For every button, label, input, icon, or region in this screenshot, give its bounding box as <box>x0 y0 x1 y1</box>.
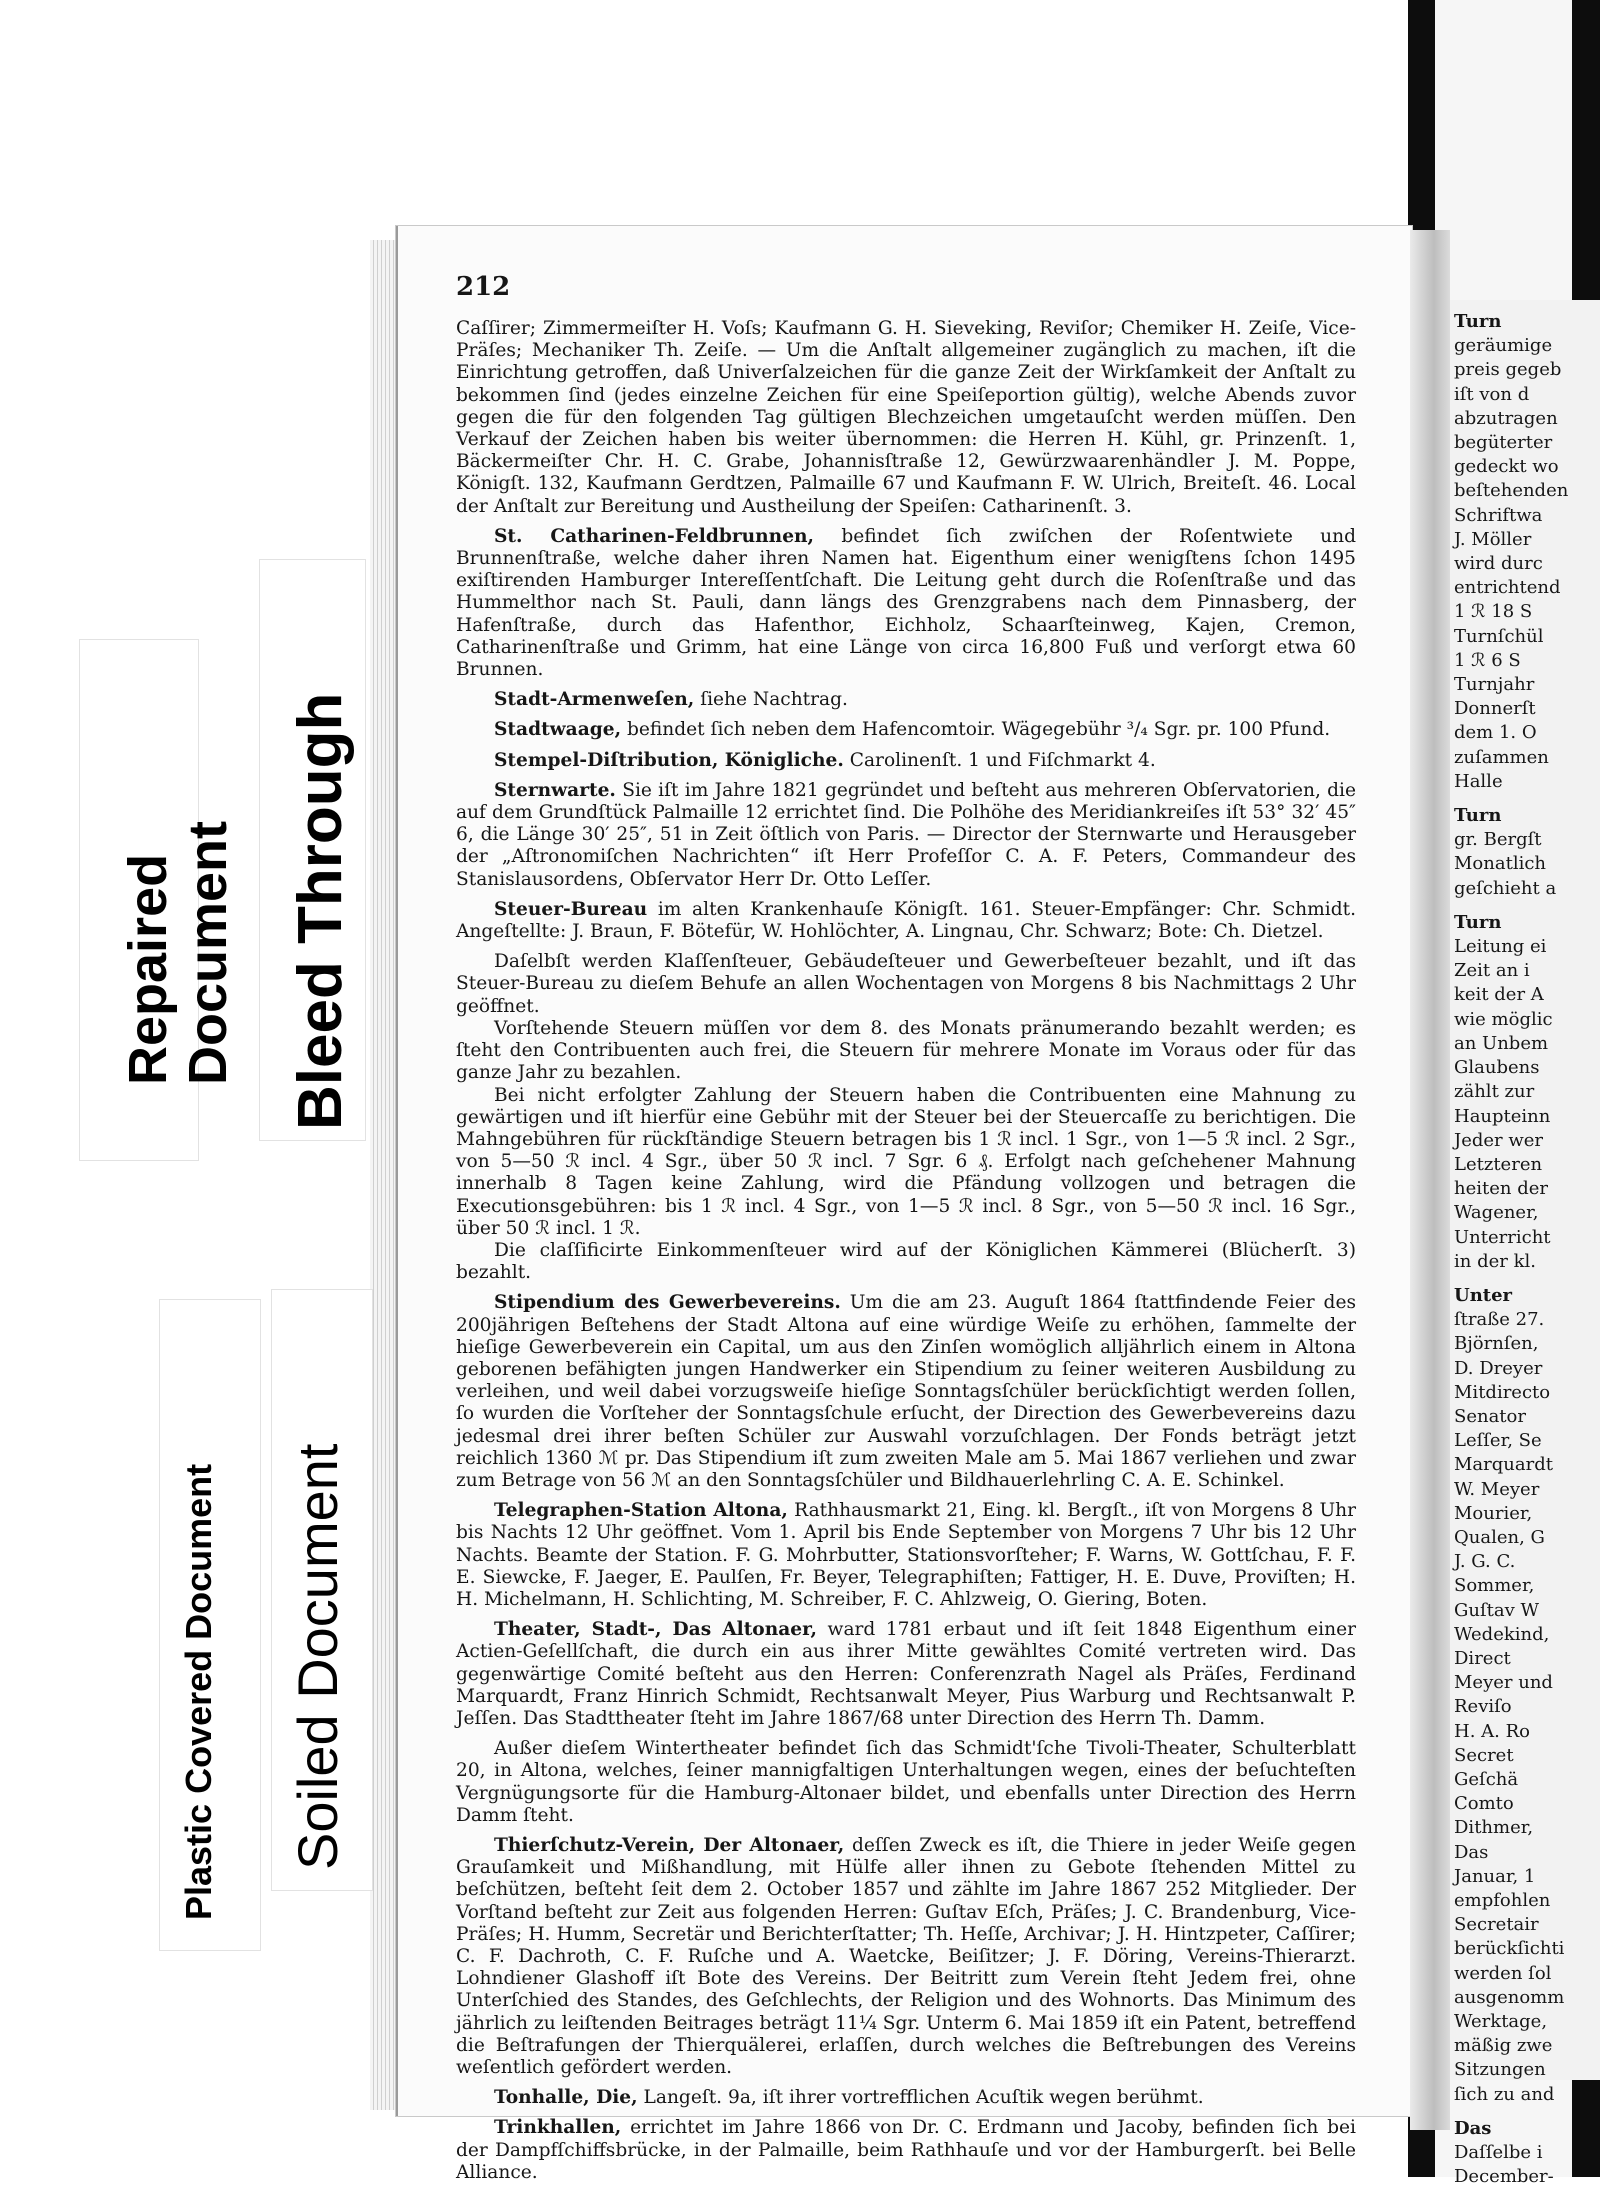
entry-paragraph <box>456 689 1356 711</box>
soiled-document-label: Soiled Document <box>286 1443 349 1870</box>
entry-text: befindet ſich zwiſchen der Roſentwiete und Brunnenſtraße, welche daher ihren Namen hat. Eigenthum einer wenigſtens ſchon 1495 exiſtirenden Hamburger Intereſſentſchaft. Die Leitung geht durch die Roſenſtraße und das Hummelthor nach St. Pauli, dann längs des Grenzgrabens nach dem Pinnasberg, der Hafenſtraße, durch das Hafenthor, Eichholz, Schaarſteinweg, Kajen, Cremon, Catharinenſtraße und Grimm, hat eine Länge von circa 16,800 Fuß und verſorgt etwa 60 Brunnen. <box>456 525 1356 681</box>
facing-page-line: werden ſol <box>1454 1962 1552 1984</box>
facing-page-line: 1 ℛ 6 S <box>1454 649 1521 671</box>
entry-paragraph <box>456 1500 1356 1611</box>
facing-page-line: Zeit an i <box>1454 960 1530 982</box>
facing-page-line: entrichtend <box>1454 577 1561 599</box>
facing-page-line: Mitdirecto <box>1454 1381 1551 1403</box>
facing-page-line: Secretair <box>1454 1914 1539 1936</box>
entry-heading: Stadt-Armenweſen, <box>494 689 695 711</box>
facing-page-line: Haupteinn <box>1454 1105 1551 1127</box>
facing-page-line: gr. Bergſt <box>1454 829 1542 851</box>
facing-page-line: J. Möller <box>1454 528 1532 550</box>
entry-paragraph <box>456 719 1356 741</box>
entry-text: Caſſirer; Zimmermeiſter H. Voſs; Kaufmann G. H. Sieveking, Reviſor; Chemiker H. Zeiſe, Vice-Präſes; Mechaniker Th. Zeiſe. — Um die Anſtalt allgemeiner zugänglich zu machen, iſt die Einrichtung getroffen, daß Univerſalzeichen für die ganze Zeit der Wirkſamkeit der Anſtalt zu bekommen ſind (jedes einzelne Zeichen für eine Speiſeportion gültig), welche Abends zuvor gegen die für den folgenden Tag gültigen Blechzeichen umgetauſcht werden müſſen. Den Verkauf der Zeichen haben bis weiter übernommen: die Herren H. Kühl, gr. Prinzenſt. 1, Bäckermeiſter Chr. H. C. Grabe, Johannisſtraße 12, Gewürzwaarenhändler J. M. Poppe, Königſt. 132, Kaufmann Gerdtzen, Palmaille 67 und Kaufmann F. W. Ulrich, Breiteſt. 46. Local der Anſtalt zur Bereitung und Austheilung der Speiſen: Catharinenſt. 3. <box>456 318 1356 517</box>
book-gutter <box>1410 230 1450 2130</box>
facing-page-line: Donnerſt <box>1454 698 1536 720</box>
facing-page-line: Qualen, G <box>1454 1526 1545 1548</box>
entry-paragraph <box>456 526 1356 681</box>
facing-page-line: preis gegeb <box>1454 359 1562 381</box>
facing-page-line: Halle <box>1454 770 1503 792</box>
entry-heading: Stipendium des Gewerbevereins. <box>494 1292 841 1314</box>
entry-paragraph <box>456 318 1356 518</box>
entry-paragraph <box>456 899 1356 943</box>
page-body <box>456 318 1356 2192</box>
facing-page-line: Reviſo <box>1454 1696 1512 1718</box>
facing-page-line: geſchieht a <box>1454 877 1557 899</box>
facing-page-line: ſich zu and <box>1454 2083 1555 2105</box>
facing-page-line: Björnſen, <box>1454 1333 1539 1355</box>
facing-page-line: ſtraße 27. <box>1454 1309 1545 1331</box>
facing-page-line: Mourier, <box>1454 1502 1533 1524</box>
facing-page <box>1448 300 1600 2188</box>
entry-subparagraph: Bei nicht erfolgter Zahlung der Steuern haben die Contribuenten eine Mahnung zu gewärtigen und iſt hierfür eine Gebühr mit der Steuer bei der Steuercaſſe zu berichtigen. Die Mahngebühren für rückſtändige Steuern betragen bis 1 ℛ incl. 1 Sgr., von 1—5 ℛ incl. 2 Sgr., von 5—50 ℛ incl. 4 Sgr., über 50 ℛ incl. 7 Sgr. 6 ₰. Erfolgt nach geſchehener Mahnung innerhalb 8 Tagen keine Zahlung, wird die Pfändung vollzogen und betragen die Executionsgebühren: bis 1 ℛ incl. 4 Sgr., von 1—5 ℛ incl. 8 Sgr., von 5—50 ℛ incl. 16 Sgr., über 50 ℛ incl. 1 ℛ. <box>456 1084 1356 1239</box>
facing-page-line: zählt zur <box>1454 1081 1535 1103</box>
facing-page-line: Meyer und <box>1454 1672 1553 1694</box>
facing-page-line: Leitung ei <box>1454 936 1547 958</box>
entry-heading: Thierſchutz-Verein, Der Altonaer, <box>494 1835 845 1856</box>
book-page <box>396 226 1412 2183</box>
facing-page-line: an Unbem <box>1454 1032 1549 1054</box>
facing-page-line: Direct <box>1454 1647 1511 1669</box>
facing-page-line: gedeckt wo <box>1454 456 1559 478</box>
repaired-document-label: Repaired Document <box>118 820 238 1085</box>
facing-page-line: Januar, 1 <box>1454 1865 1536 1887</box>
entry-heading: Telegraphen-Station Altona, <box>494 1500 788 1522</box>
entry-text: ſiehe Nachtrag. <box>700 689 848 711</box>
facing-page-line: heiten der <box>1454 1178 1548 1200</box>
facing-page-line: Unterricht <box>1454 1226 1551 1248</box>
facing-page-line: mäßig zwe <box>1454 2035 1553 2057</box>
entry-paragraph <box>456 1292 1356 1492</box>
entry-heading: Stadtwaage, <box>494 719 622 741</box>
entry-text: Carolinenſt. 1 und Fiſchmarkt 4. <box>849 749 1156 771</box>
facing-page-line: iſt von d <box>1454 383 1530 405</box>
entry-paragraph <box>456 2117 1356 2184</box>
facing-page-line: Wagener, <box>1454 1202 1539 1224</box>
entry-text: errichtet im Jahre 1866 von Dr. C. Erdmann und Jacoby, befinden ſich bei der Dampfſchiffsbrücke, in der Palmaille, beim Rathhauſe und vor der Hamburgerſt. bei Belle Alliance. <box>456 2117 1356 2183</box>
facing-page-line: wird durc <box>1454 553 1543 575</box>
facing-page-line: zuſammen <box>1454 746 1549 768</box>
facing-page-line: geräumige <box>1454 335 1553 357</box>
facing-page-line: Geſchä <box>1454 1768 1519 1790</box>
facing-page-line: Turnjahr <box>1454 674 1535 696</box>
facing-page-line: berückſichti <box>1454 1938 1565 1960</box>
facing-page-line: empfohlen <box>1454 1890 1551 1911</box>
facing-page-line: Monatlich <box>1454 853 1547 875</box>
facing-page-line: abzutragen <box>1454 407 1558 429</box>
facing-page-line: Turn <box>1454 311 1502 332</box>
facing-page-line: Dithmer, <box>1454 1817 1534 1839</box>
facing-page-line: beſtehenden <box>1454 480 1569 502</box>
facing-page-line: H. A. Ro <box>1454 1720 1530 1742</box>
facing-page-line: December- <box>1454 2166 1554 2188</box>
entry-subparagraph: Vorſtehende Steuern müſſen vor dem 8. des Monats pränumerando bezahlt werden; es ſteht den Contribuenten auch frei, die Steuern für mehrere Monate im Voraus oder für das ganze Jahr zu bezahlen. <box>456 1017 1356 1084</box>
entry-paragraph <box>456 1619 1356 1730</box>
facing-page-line: dem 1. O <box>1454 722 1537 744</box>
entry-paragraph <box>456 750 1356 772</box>
facing-page-line: J. G. C. <box>1454 1551 1516 1573</box>
facing-page-line: Werktage, <box>1454 2011 1548 2033</box>
facing-page-line: Jeder wer <box>1454 1129 1544 1151</box>
entry-subparagraph: Die claſſificirte Einkommenſteuer wird auf der Königlichen Kämmerei (Blücherſt. 3) bezahlt. <box>456 1239 1356 1284</box>
entry-heading: Tonhalle, Die, <box>494 2087 638 2109</box>
entry-text: Um die am 23. Auguſt 1864 ſtattfindende Feier des 200jährigen Beſtehens der Stadt Altona auf eine würdige Weiſe zu erhöhen, ſammelte der hieſige Gewerbeverein ein Capital, um aus den Zinſen womöglich alljährlich einem in Altona geborenen befähigten jungen Handwerker ein Stipendium zu ſeiner weiteren Ausbildung zu verleihen, und weil dabei vorzugsweiſe hieſige Sonntagsſchüler berückſichtigt werden ſollen, ſo wurden die Vorſteher der Sonntagsſchule erſucht, der Direction des Gewerbevereins dazu jedesmal drei ihrer beſten Schüler zur Auswahl vorzuſchlagen. Der Fonds beträgt jetzt reichlich 1360 ℳ pr. Das Stipendium iſt zum zweiten Male am 5. Mai 1867 verliehen und zwar zum Betrage von 56 ℳ an den Sonntagsſchüler und Bildhauerlehrling C. A. E. Schinkel. <box>456 1292 1356 1491</box>
facing-page-line: Letzteren <box>1454 1153 1543 1175</box>
facing-page-line: Daſſelbe i <box>1454 2142 1543 2164</box>
entry-subparagraph: Daſelbſt werden Klaſſenſteuer, Gebäudeſteuer und Gewerbeſteuer bezahlt, und iſt das Steuer-Bureau zu dieſem Behufe an allen Wochentagen von Morgens 8 bis Nachmittags 2 Uhr geöffnet. <box>456 951 1356 1017</box>
facing-page-line: Unter <box>1454 1284 1513 1306</box>
entry-text: befindet ſich neben dem Hafencomtoir. Wägegebühr ³/₄ Sgr. pr. 100 Pfund. <box>626 719 1331 741</box>
facing-page-line: Marquardt <box>1454 1454 1553 1476</box>
facing-page-line: D. Dreyer <box>1454 1357 1543 1379</box>
facing-page-line: Turnſchül <box>1454 625 1544 647</box>
facing-page-line: keit der A <box>1454 984 1544 1006</box>
facing-page-line: 1 ℛ 18 S <box>1454 601 1533 623</box>
entry-heading: Stempel-Diſtribution, Königliche. <box>494 749 844 771</box>
bleed-through-label: Bleed Through <box>286 692 355 1130</box>
entry-heading: Theater, Stadt-, Das Altonaer, <box>494 1619 818 1641</box>
facing-page-line: Schriftwa <box>1454 504 1543 526</box>
facing-page-line: begüterter <box>1454 432 1553 454</box>
facing-page-line: Leſſer, Se <box>1454 1430 1542 1452</box>
entry-text: Langeſt. 9a, iſt ihrer vortrefflichen Acuſtik wegen berühmt. <box>643 2087 1204 2109</box>
entry-paragraph <box>456 1835 1356 2079</box>
entry-text: im alten Krankenhauſe Königſt. 161. Steuer-Empfänger: Chr. Schmidt. Angeſtellte: J. Braun, F. Bötefür, W. Hohlöchter, A. Lingnau, Chr. Schwarz; Bote: Ch. Dietzel. <box>456 898 1356 943</box>
facing-page-line: Senator <box>1454 1405 1526 1427</box>
entry-text: ward 1781 erbaut und iſt ſeit 1848 Eigenthum einer Actien-Geſellſchaft, die durch ein aus ihrer Mitte gewähltes Comité vertreten wird. Das gegenwärtige Comité beſteht aus den Herren: Conferenzrath Nagel als Präſes, Ferdinand Marquardt, Franz Hinrich Schmidt, Rechtsanwalt Meyer, Pius Warburg und Rechtsanwalt P. Jeſſen. Das Stadttheater ſteht im Jahre 1867/68 unter Direction des Herrn Th. Damm. <box>456 1619 1356 1729</box>
facing-page-line: Comto <box>1454 1793 1514 1815</box>
facing-page-line: in der kl. <box>1454 1250 1536 1272</box>
facing-page-line: ausgenomm <box>1454 1986 1565 2008</box>
facing-page-line: Das <box>1454 2117 1492 2139</box>
facing-page-line: Turn <box>1454 805 1502 827</box>
entry-paragraph <box>456 2087 1356 2109</box>
entry-heading: Steuer-Bureau <box>494 898 648 920</box>
entry-heading: Sternwarte. <box>494 779 616 801</box>
facing-page-line: Turn <box>1454 911 1502 933</box>
facing-page-line: Das <box>1454 1841 1489 1863</box>
facing-page-line: Sitzungen <box>1454 2059 1546 2081</box>
entry-text: Sie iſt im Jahre 1821 gegründet und beſteht aus mehreren Obſervatorien, die auf dem Grundſtück Palmaille 12 errichtet ſind. Die Polhöhe des Meridiankreiſes iſt 53° 32′ 45″ 6, die Länge 30′ 25″, 51 in Zeit öſtlich von Paris. — Director der Sternwarte und Herausgeber der „Aſtronomiſchen Nachrichten“ iſt Herr Profeſſor C. A. F. Peters, Commandeur des Stanislausordens, Obſervator Herr Dr. Otto Leſſer. <box>456 779 1356 890</box>
facing-page-line: Wedekind, <box>1454 1623 1550 1645</box>
facing-page-line: Guſtav W <box>1454 1599 1539 1621</box>
entry-paragraph <box>456 780 1356 891</box>
entry-heading: Trinkhallen, <box>494 2117 622 2139</box>
entry-text: Rathhausmarkt 21, Eing. kl. Bergſt., iſt von Morgens 8 Uhr bis Nachts 12 Uhr geöffnet. Vom 1. April bis Ende September von Morgens 7 Uhr bis 12 Uhr Nachts. Beamte der Station. F. G. Mohrbutter, Stationsvorſteher; F. Warns, W. Gottſchau, F. F. E. Siewcke, F. Jaeger, E. Paulſen, Fr. Beyer, Telegraphiſten; Fattiger, H. E. Duve, Proviſten; H. H. Michelmann, H. Schlichting, M. Schreiber, F. C. Ahlzweig, O. Giering, Boten. <box>456 1500 1356 1610</box>
facing-page-line: Glaubens <box>1454 1057 1540 1079</box>
facing-page-line: wie möglic <box>1454 1008 1553 1030</box>
facing-page-line: W. Meyer <box>1454 1478 1540 1500</box>
facing-page-line: Secret <box>1454 1744 1514 1766</box>
entry-heading: St. Catharinen-Feldbrunnen, <box>494 525 815 547</box>
entry-subparagraph: Außer dieſem Wintertheater befindet ſich das Schmidt'ſche Tivoli-Theater, Schulterblatt 20, in Altona, welches, ſeiner mannigfaltigen Unterhaltungen wegen, eines der beſuchteſten Vergnügungsorte für die Hamburg-Altonaer bildet, und ebenfalls unter Direction des Herrn Damm ſteht. <box>456 1738 1356 1826</box>
facing-page-line: Sommer, <box>1454 1575 1535 1597</box>
plastic-covered-document-label: Plastic Covered Document <box>178 1463 219 1920</box>
entry-text: deſſen Zweck es iſt, die Thiere in jeder Weiſe gegen Grauſamkeit und Mißhandlung, mit Hülfe aller ihnen zu Gebote ſtehenden Mittel zu beſchützen, beſteht ſeit dem 2. October 1857 und zählte im Jahre 1867 252 Mitglieder. Der Vorſtand beſteht zur Zeit aus folgenden Herren: Guſtav Eſch, Präſes; J. C. Brandenburg, Vice-Präſes; H. Humm, Secretär und Berichterſtatter; Th. Heſſe, Archivar; J. H. Hintzpeter, Caſſirer; C. F. Dachroth, C. F. Ruſche und A. Waetcke, Beiſitzer; J. F. Döring, Vereins-Thierarzt. Lohndiener Glashoff iſt Bote des Vereins. Der Beitritt zum Verein ſteht Jedem frei, ohne Unterſchied des Standes, des Geſchlechts, der Religion und des Wohnorts. Das Minimum des jährlich zu leiſtenden Beitrages beträgt 11¼ Sgr. Unterm 6. Mai 1859 iſt ein Patent, betreffend die Beſtrafungen der Thierquälerei, erlaſſen, durch welches die Beſtrebungen des Vereins weſentlich gefördert werden. <box>456 1835 1356 2079</box>
page-number: 212 <box>456 272 511 302</box>
